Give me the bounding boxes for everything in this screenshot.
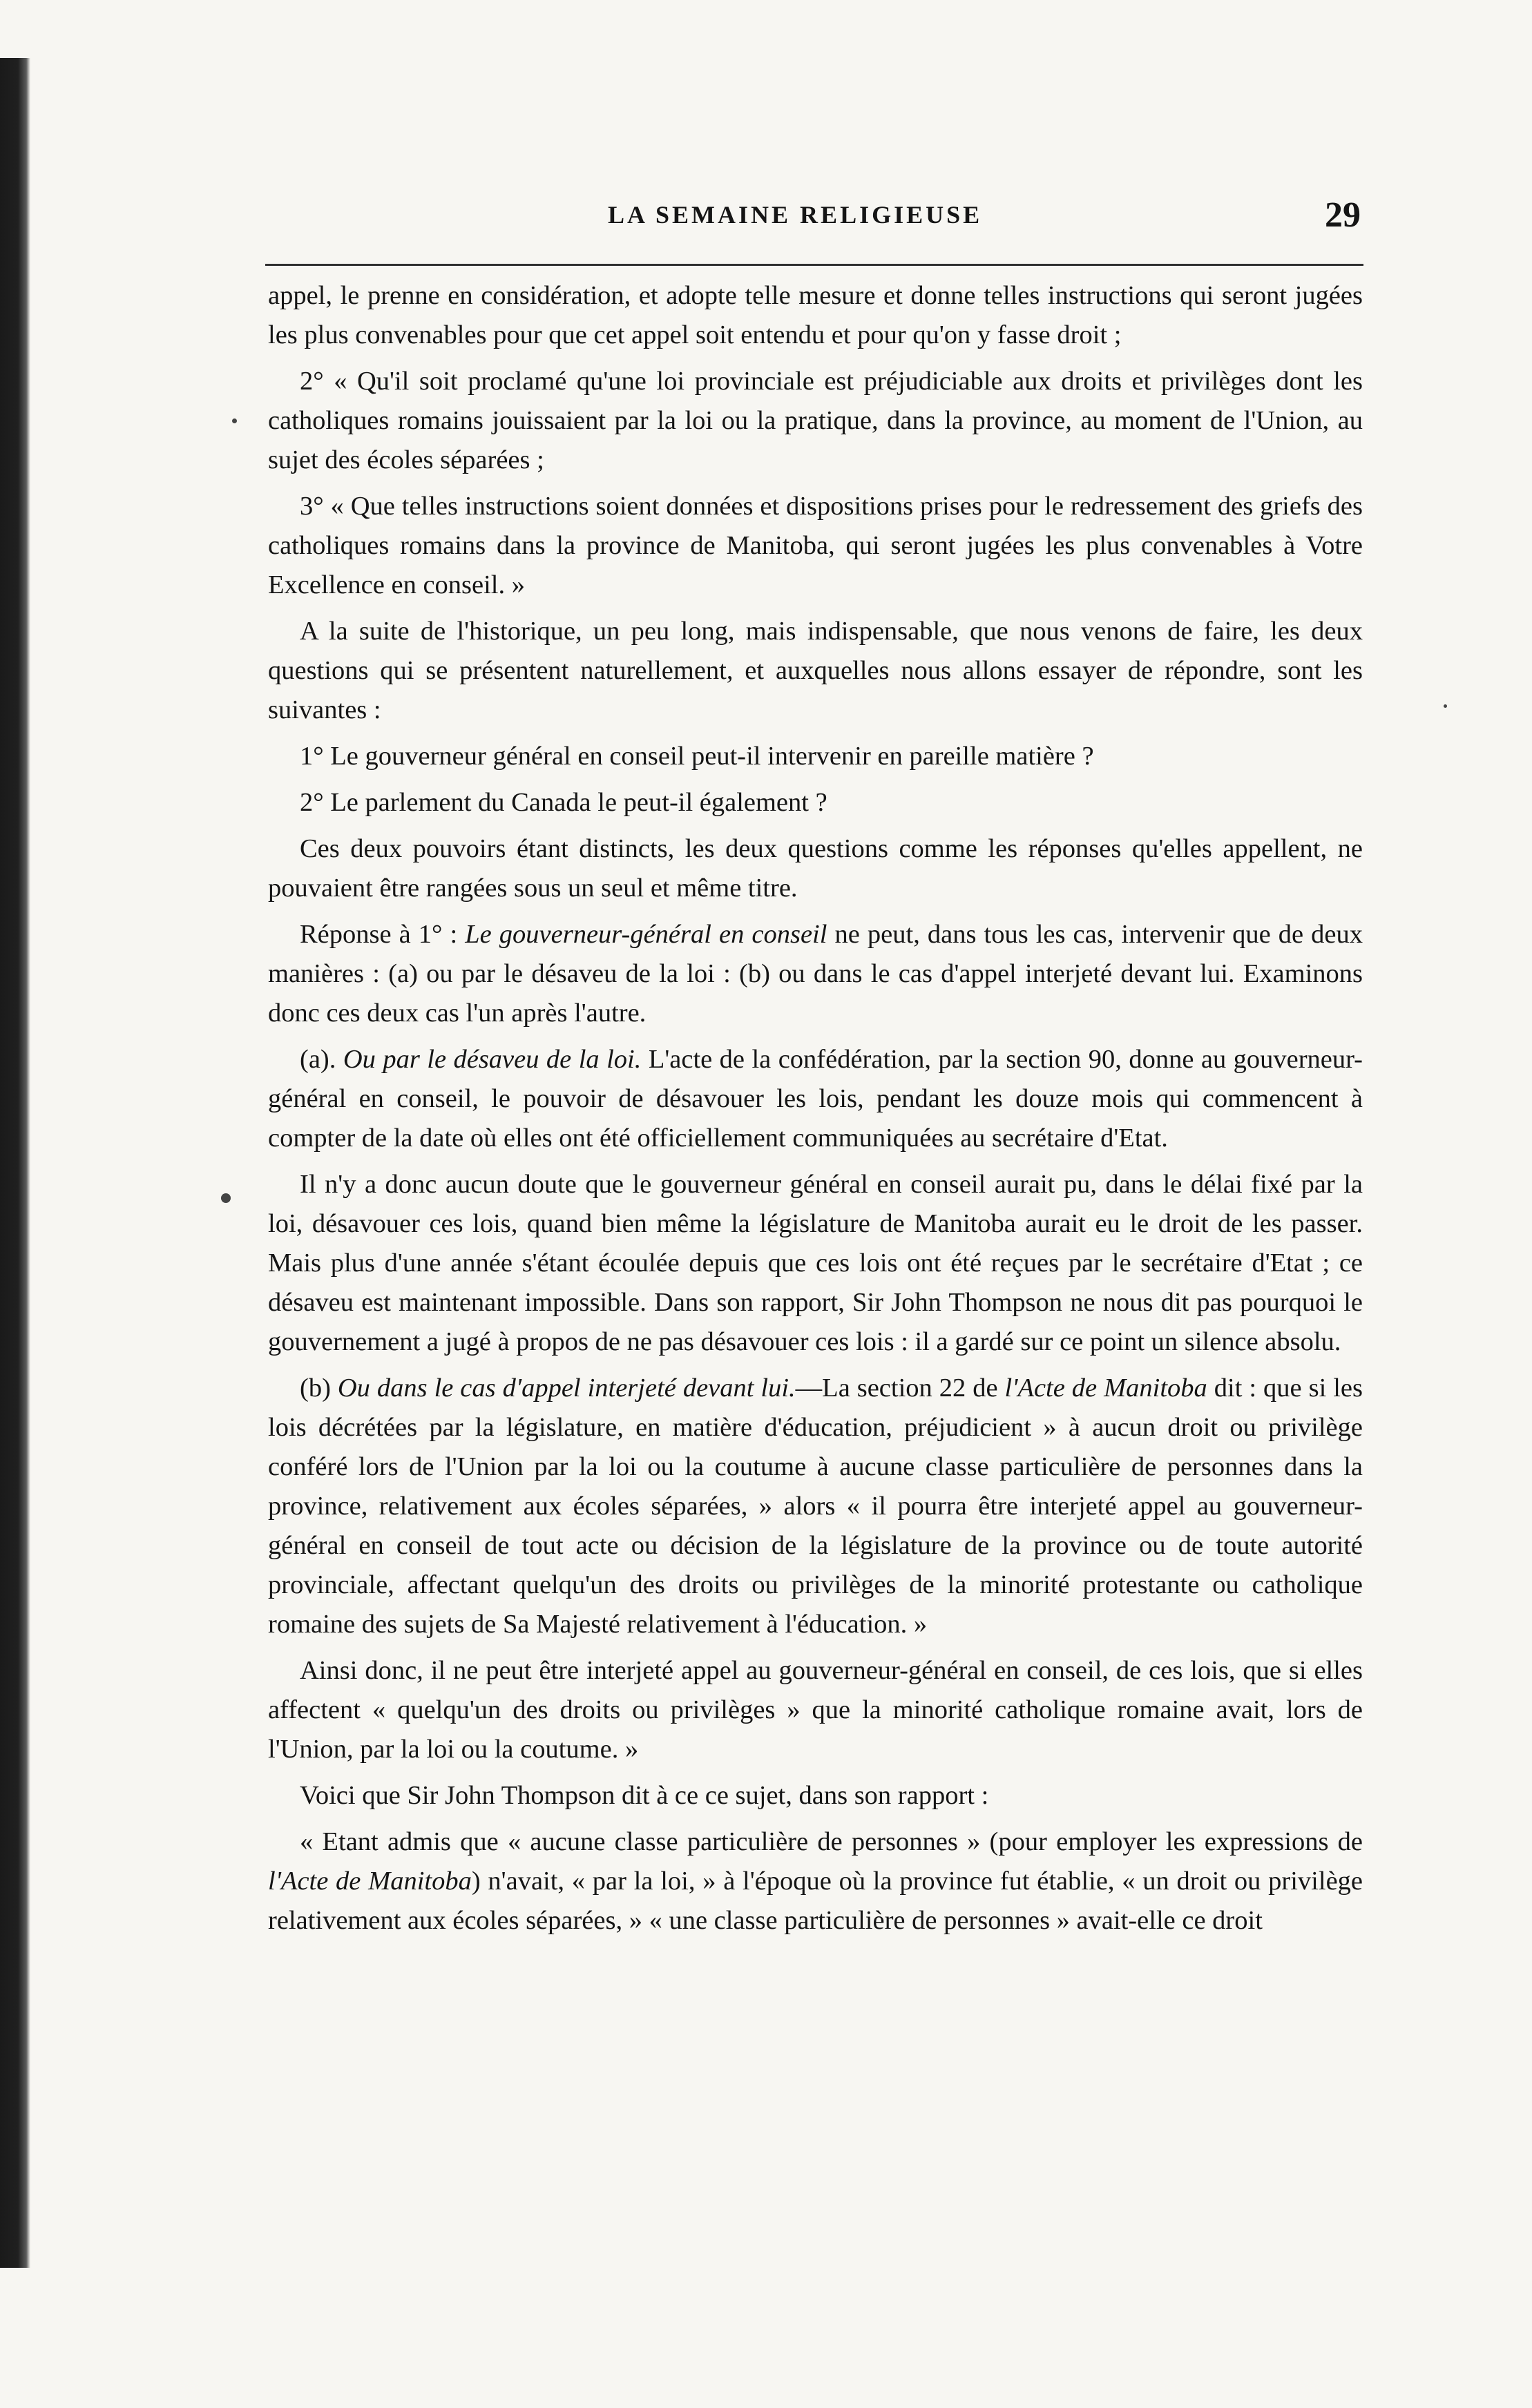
running-head [608, 195, 1361, 242]
answer-lead: Réponse à 1° : [300, 920, 466, 949]
paragraph-thompson-intro: Voici que Sir John Thompson dit à ce ce sujet, dans son rapport : [300, 1781, 989, 1810]
body-text [268, 276, 1363, 1947]
section-b-text-start: —La section 22 de [795, 1374, 1005, 1403]
section-a-marker: (a). [300, 1045, 343, 1074]
print-speck [1444, 704, 1447, 708]
paragraph-intro-questions: A la suite de l'historique, un peu long, mais indispensable, que nous venons de faire, les deux questions qui se présentent naturellement, et auxquelles nous allons essayer de répondre, sont les suivantes : [268, 617, 1363, 724]
paragraph-thompson-quote [268, 1822, 1363, 1940]
section-a-heading: Ou par le désaveu de la loi. [343, 1045, 642, 1074]
quote-text: ) n'avait, « par la loi, » à l'époque où la province fut établie, « un droit ou privilège relativement aux écoles séparées, » « une classe particulière de personnes » avait-elle ce droit [268, 1867, 1363, 1935]
print-speck [232, 418, 237, 423]
section-b-text: dit : que si les lois décrétées par la législature, en matière d'éducation, préjudicient » à aucun droit ou privilège conféré lors de l'Union par la loi ou la coutume à aucune classe particulière de personnes dans la province, relativement aux écoles séparées, » alors « il pourra être interjeté appel au gouverneur-général en conseil de tout acte ou décision de la législature de la province ou de toute autorité provinciale, affectant quelqu'un des droits ou privilèges de la minorité protestante ou catholique romaine des sujets de Sa Majesté relativement à l'éducation. » [268, 1374, 1363, 1639]
paragraph-disavowal-impossible: Il n'y a donc aucun doute que le gouverneur général en conseil aurait pu, dans le délai fixé par la loi, désavouer ces lois, quand bien même la législature de Manitoba aurait eu le droit de les passer. Mais plus d'une année s'étant écoulée depuis que ces lois ont été reçues par le secrétaire d'Etat ; ce désaveu est maintenant impossible. Dans son rapport, Sir John Thompson ne nous dit pas pourquoi le gouvernement a jugé à propos de ne pas désavouer ces lois : il a gardé sur ce point un silence absolu. [268, 1170, 1363, 1356]
section-a-text: L'acte de la confédération, par la section 90, donne au gouverneur-général en conseil, le pouvoir de désavouer les lois, pendant les douze mois qui commencent à compter de la date où elles ont été officiellement communiquées au secrétaire d'Etat. [268, 1045, 1363, 1153]
paragraph-conclusion: Ainsi donc, il ne peut être interjeté appel au gouverneur-général en conseil, de ces lois, que si elles affectent « quelqu'un des droits ou privilèges » que la minorité catholique romaine avait, lors de l'Union, par la loi ou la coutume. » [268, 1656, 1363, 1764]
section-b-marker: (b) [300, 1374, 338, 1403]
page-number: 29 [1325, 195, 1361, 235]
paragraph-question-2: 2° Le parlement du Canada le peut-il également ? [300, 788, 827, 817]
paragraph-distinct-powers: Ces deux pouvoirs étant distincts, les deux questions comme les réponses qu'elles appellent, ne pouvaient être rangées sous un seul et même titre. [268, 834, 1363, 903]
paragraph-point-3: 3° « Que telles instructions soient données et dispositions prises pour le redressement des griefs des catholiques romains dans la province de Manitoba, qui seront jugées les plus convenables à Votre Excellence en conseil. » [268, 492, 1363, 599]
answer-italic: Le gouverneur-général en conseil [465, 920, 827, 949]
paragraph-disavowal [268, 1040, 1363, 1158]
act-title: l'Acte de Manitoba [268, 1867, 472, 1896]
header-rule [265, 264, 1363, 266]
paragraph-question-1: 1° Le gouverneur général en conseil peut-il intervenir en pareille matière ? [300, 742, 1094, 771]
print-speck [221, 1193, 231, 1203]
answer-text: ne peut, dans tous les cas, intervenir que de deux manières : (a) ou par le désaveu de la loi : (b) ou dans le cas d'appel interjeté devant lui. Examinons donc ces deux cas l'un après l'autre. [268, 920, 1363, 1028]
running-title: LA SEMAINE RELIGIEUSE [608, 201, 983, 229]
section-b-heading: Ou dans le cas d'appel interjeté devant lui. [337, 1374, 796, 1403]
paragraph-answer-1 [268, 915, 1363, 1033]
paragraph-point-2: 2° « Qu'il soit proclamé qu'une loi provinciale est préjudiciable aux droits et privilèges dont les catholiques romains jouissaient par la loi ou la pratique, dans la province, au moment de l'Union, au sujet des écoles séparées ; [268, 367, 1363, 474]
scan-binding-edge [0, 58, 30, 2268]
act-title: l'Acte de Manitoba [1004, 1374, 1207, 1403]
quote-text-start: « Etant admis que « aucune classe particulière de personnes » (pour employer les expressions de [300, 1827, 1363, 1856]
paragraph-continued: appel, le prenne en considération, et adopte telle mesure et donne telles instructions qui seront jugées les plus convenables pour que cet appel soit entendu et pour qu'on y fasse droit ; [268, 281, 1363, 349]
paragraph-appeal [268, 1369, 1363, 1644]
